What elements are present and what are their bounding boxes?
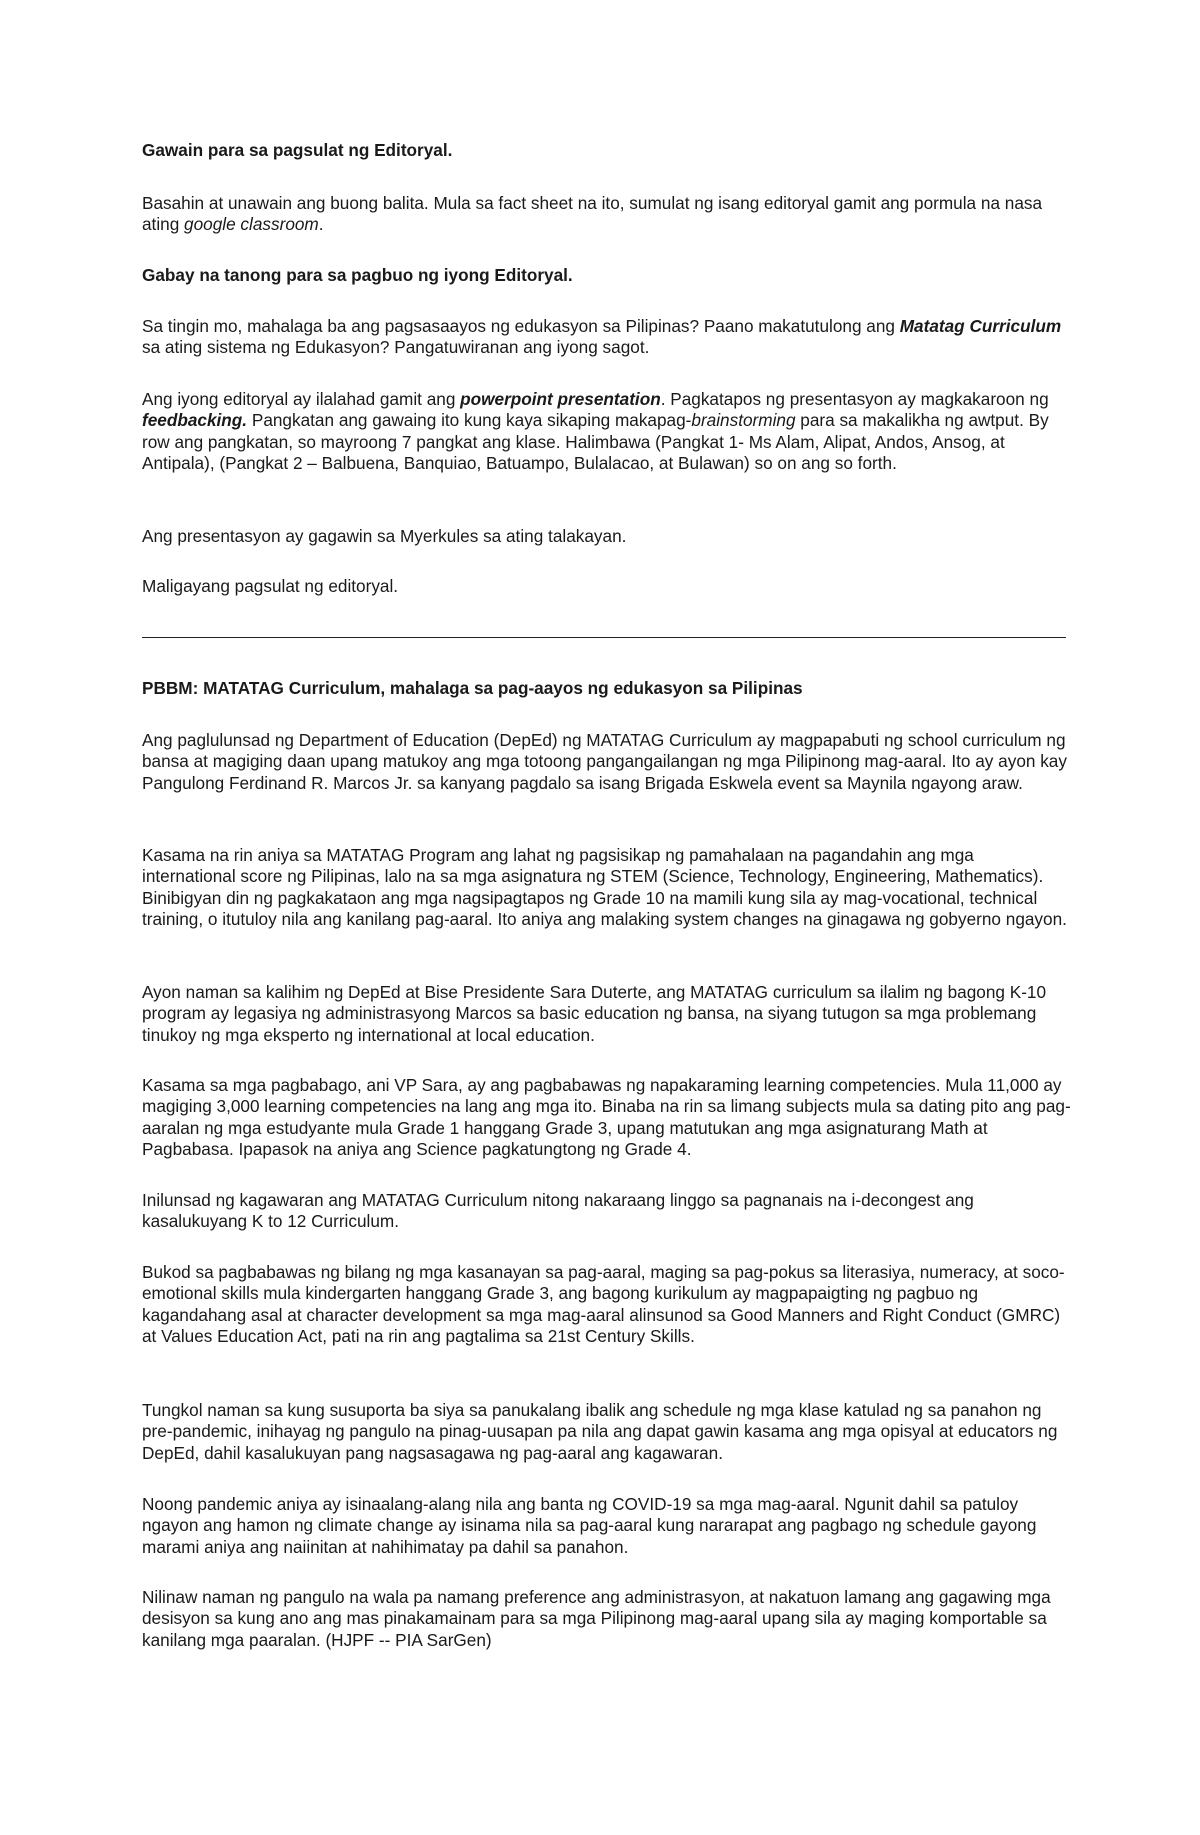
presentation-emphasis-3: brainstorming <box>691 410 796 431</box>
article-paragraph: Tungkol naman sa kung susuporta ba siya sa panukalang ibalik ang schedule ng mga klase katulad ng sa panahon ng pre-pandemic, inihayag ng pangulo na pinag-uusapan pa nila ang dapat gawin kasama ang mga opisyal at educators ng DepEd, dahil kasalukuyan pang nagsasagawa ng pag-aaral ang kagawaran. <box>142 1400 1058 1463</box>
guide-presentation <box>142 389 1072 475</box>
article-headline: PBBM: MATATAG Curriculum, mahalaga sa pag-aayos ng edukasyon sa Pilipinas <box>142 678 803 698</box>
guide-question-emphasis: Matatag Curriculum <box>899 316 1062 336</box>
guide-question-end: sa ating sistema ng Edukasyon? Pangatuwiranan ang iyong sagot. <box>142 337 650 358</box>
guide-question-text: Sa tingin mo, mahalaga ba ang pagsasaayos ng edukasyon sa Pilipinas? Paano makatutulong ang <box>142 316 900 336</box>
presentation-emphasis-1: powerpoint presentation <box>460 389 661 409</box>
presentation-emphasis-2: feedbacking. <box>142 410 248 431</box>
presentation-text-d: para sa makalikha ng awtput. By row ang pangkatan, so mayroong 7 pangkat ang klase. Halimbawa (Pangkat 1- Ms Alam, Alipat, Andos, Ansog, at Antipala), (Pangkat 2 – Balbuena, Banquiao, Batuampo, Bulalacao, at Bulawan) so on ang so forth. <box>142 410 1049 474</box>
article-paragraph: Bukod sa pagbabawas ng bilang ng mga kasanayan sa pag-aaral, maging sa pag-pokus sa literasiya, numeracy, at soco-emotional skills mula kindergarten hanggang Grade 3, ang bagong kurikulum ay magpapaigting ng pagbuo ng kagandahang asal at character development sa mga mag-aaral alinsunod sa Good Manners and Right Conduct (GMRC) at Values Education Act, pati na rin ang pagtalima sa 21st Century Skills. <box>142 1262 1065 1347</box>
task-instruction-end: . <box>318 214 324 235</box>
section-divider <box>142 637 1066 638</box>
article-paragraph: Kasama na rin aniya sa MATATAG Program ang lahat ng pagsisikap ng pamahalaan na pagandahin ang mga international score ng Pilipinas, lalo na sa mga asignatura ng STEM (Science, Technology, Engineering, Mathematics). Binibigyan din ng pagkakataon ang mga nagsipagtapos ng Grade 10 na mamili kung sila ay mag-vocational, technical training, o itutuloy nila ang kanilang pag-aaral. Ito aniya ang malaking system changes na ginagawa ng gobyerno ngayon. <box>142 845 1067 930</box>
article-paragraph: Noong pandemic aniya ay isinaalang-alang nila ang banta ng COVID-19 sa mga mag-aaral. Ngunit dahil sa patuloy ngayon ang hamon ng climate change ay isinama nila sa pag-aaral kung nararapat ang pagbago ng schedule gayong marami aniya ang naiinitan at nahihimatay pa dahil sa panahon. <box>142 1494 1037 1557</box>
article-paragraph: Nilinaw naman ng pangulo na wala pa namang preference ang administrasyon, at nakatuon lamang ang gagawing mga desisyon sa kung ano ang mas pinakamainam para sa mga Pilipinong mag-aaral upang sila ay maging komportable sa kanilang mga paaralan. (HJPF -- PIA SarGen) <box>142 1587 1051 1650</box>
article-paragraph: Inilunsad ng kagawaran ang MATATAG Curriculum nitong nakaraang linggo sa pagnanais na i-decongest ang kasalukuyang K to 12 Curriculum. <box>142 1190 974 1232</box>
presentation-text-b: . Pagkatapos ng presentasyon ay magkakaroon ng <box>660 389 1049 409</box>
guide-title: Gabay na tanong para sa pagbuo ng iyong Editoryal. <box>142 265 573 285</box>
article-paragraph: Ayon naman sa kalihim ng DepEd at Bise Presidente Sara Duterte, ang MATATAG curriculum sa ilalim ng bagong K-10 program ay legasiya ng administrasyong Marcos sa basic education ng bansa, na siyang tutugon sa mga problemang tinukoy ng mga eksperto ng international at local education. <box>142 982 1047 1045</box>
article-paragraph: Kasama sa mga pagbabago, ani VP Sara, ay ang pagbabawas ng napakaraming learning competencies. Mula 11,000 ay magiging 3,000 learning competencies na lang ang mga ito. Binaba na rin sa limang subjects mula sa dating pito ang pag-aaralan ng mga estudyante mula Grade 1 hanggang Grade 3, upang matutukan ang mga asignaturang Math at Pagbabasa. Ipapasok na aniya ang Science pagkatungtong ng Grade 4. <box>142 1075 1071 1160</box>
presentation-text-c: Pangkatan ang gawaing ito kung kaya sikaping makapag- <box>247 410 692 431</box>
presentation-text-a: Ang iyong editoryal ay ilalahad gamit ang <box>142 389 461 409</box>
guide-question <box>142 316 1072 359</box>
task-instruction <box>142 193 1072 236</box>
guide-schedule: Ang presentasyon ay gagawin sa Myerkules sa ating talakayan. <box>142 526 627 546</box>
task-title: Gawain para sa pagsulat ng Editoryal. <box>142 140 453 160</box>
task-instruction-emphasis: google classroom <box>184 214 319 235</box>
task-instruction-text: Basahin at unawain ang buong balita. Mula sa fact sheet na ito, sumulat ng isang editoryal gamit ang pormula na nasa ating <box>142 193 1043 235</box>
article-paragraph: Ang paglulunsad ng Department of Education (DepEd) ng MATATAG Curriculum ay magpapabuti ng school curriculum ng bansa at magiging daan upang matukoy ang mga totoong pangangailangan ng mga Pilipinong mag-aaral. Ito ay ayon kay Pangulong Ferdinand R. Marcos Jr. sa kanyang pagdalo sa isang Brigada Eskwela event sa Maynila ngayong araw. <box>142 730 1067 793</box>
guide-closing: Maligayang pagsulat ng editoryal. <box>142 576 399 596</box>
